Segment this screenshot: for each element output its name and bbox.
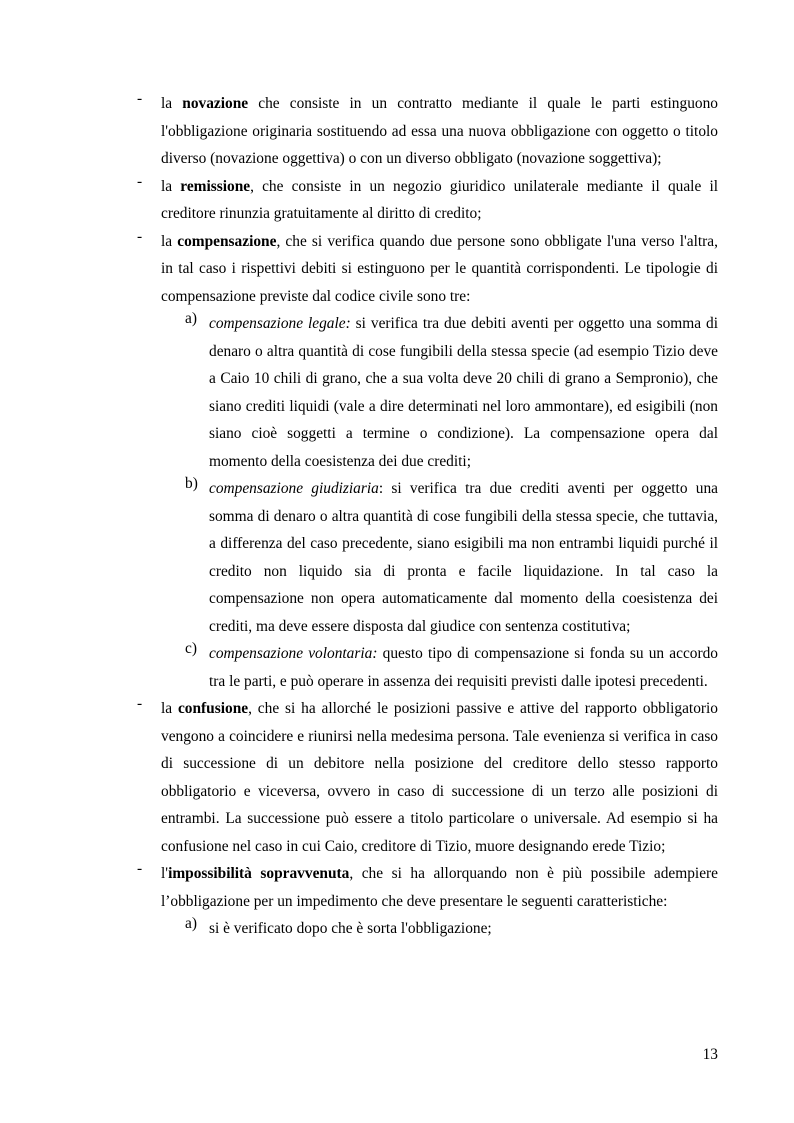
term-remissione: remissione: [180, 177, 251, 195]
bullet-dash: -: [137, 172, 143, 190]
bullet-dash: -: [137, 227, 143, 245]
bullet-dash: -: [137, 860, 143, 877]
sub-marker: c): [185, 640, 197, 657]
subitem-impossibilita-a: [0, 915, 718, 943]
bullet-dash: -: [137, 695, 143, 712]
text-segment: , che si ha allorché le posizioni passive e attive del rapporto obbligatorio vengono a coincidere e riunirsi nella medesima persona. Tale evenienza si verifica in caso di successione di un debitore nella posizione del creditore dello stesso rapporto obbligatorio e viceversa, ovvero in caso di successione di un terzo alle posizioni di entrambi. La successione può essere a titolo particolare o universale. Ad esempio si ha confusione nel caso in cui Caio, creditore di Tizio, muore designando erede Tizio;: [161, 700, 718, 855]
term-novazione: novazione: [182, 95, 249, 112]
subitem-compensazione-volontaria: [0, 640, 718, 695]
text-segment: che consiste in un contratto mediante il quale le parti estinguono l'obbligazione originaria sostituendo ad essa una nuova obbligazione con oggetto o titolo diverso (novazione oggettiva) o con un diverso obbligato (novazione soggettiva);: [161, 95, 718, 167]
list-item-novazione: [0, 90, 718, 173]
sub-marker: a): [185, 310, 197, 327]
subitem-text: [209, 915, 718, 943]
sub-marker: b): [185, 475, 198, 492]
text-segment: , che si ha allorquando non è più possibile adempiere l’obbligazione per un impedimento che deve presentare le seguenti caratteristiche:: [161, 865, 718, 910]
subitem-text: [209, 640, 718, 695]
term-confusione: confusione: [177, 700, 249, 717]
text-segment: la: [161, 95, 183, 112]
text-segment: , che si verifica quando due persone sono obbligate l'una verso l'altra, in tal caso i rispettivi debiti si estinguono per le quantità corrispondenti. Le tipologie di compensazione previste dal codice civile sono tre:: [161, 232, 718, 305]
item-text: [161, 695, 718, 860]
item-text: [161, 90, 718, 173]
text-segment: : si verifica tra due crediti aventi per oggetto una somma di denaro o altra quantità di cose fungibili della stessa specie, che tuttavia, a differenza del caso precedente, siano esigibili ma non entrambi liquidi purché il credito non liquido sia di pronta e facile liquidazione. In tal caso la compensazione non opera automaticamente dal momento della coesistenza dei crediti, ma deve essere disposta dal giudice con sentenza costitutiva;: [209, 480, 718, 635]
text-segment: la: [161, 700, 178, 717]
text-segment: si verifica tra due debiti aventi per oggetto una somma di denaro o altra quantità di cose fungibili della stessa specie (ad esempio Tizio deve a Caio 10 chili di grano, che a sua volta deve 20 chili di grano a Sempronio), che siano crediti liquidi (vale a dire determinati nel loro ammontare), ed esigibili (non siano cioè soggetti a termine o condizione). La compensazione opera dal momento della coesistenza dei due crediti;: [209, 315, 718, 470]
text-segment: la: [161, 177, 181, 195]
subitem-text: [209, 475, 718, 640]
term-compensazione: compensazione: [177, 232, 277, 250]
sub-marker: a): [185, 915, 197, 932]
list-item-compensazione: [0, 228, 718, 311]
subitem-text: [209, 310, 718, 475]
term-compensazione-legale: compensazione legale:: [209, 315, 351, 332]
bullet-dash: -: [137, 90, 143, 107]
text-segment: , che consiste in un negozio giuridico unilaterale mediante il quale il creditore rinunzia gratuitamente al diritto di credito;: [161, 177, 718, 222]
item-text: [161, 228, 718, 311]
list-item-impossibilita-sopravvenuta: [0, 860, 718, 915]
text-segment: si è verificato dopo che è sorta l'obbligazione;: [209, 920, 492, 937]
list-item-remissione: [0, 173, 718, 228]
page-number: 13: [702, 1046, 718, 1063]
term-compensazione-volontaria: compensazione volontaria:: [209, 645, 378, 662]
text-segment: questo tipo di compensazione si fonda su un accordo tra le parti, e può operare in assenza dei requisiti previsti dalle ipotesi precedenti.: [209, 645, 718, 690]
list-item-confusione: [0, 695, 718, 860]
term-compensazione-giudiziaria: compensazione giudiziaria: [209, 480, 379, 497]
obligation-extinction-list: [0, 90, 794, 943]
term-impossibilita-sopravvenuta: impossibilità sopravvenuta: [168, 865, 350, 882]
text-segment: la: [161, 232, 178, 250]
text-segment: l': [161, 865, 169, 882]
subitem-compensazione-legale: [0, 310, 718, 475]
subitem-compensazione-giudiziaria: [0, 475, 718, 640]
item-text: [161, 860, 718, 915]
item-text: [161, 173, 718, 228]
